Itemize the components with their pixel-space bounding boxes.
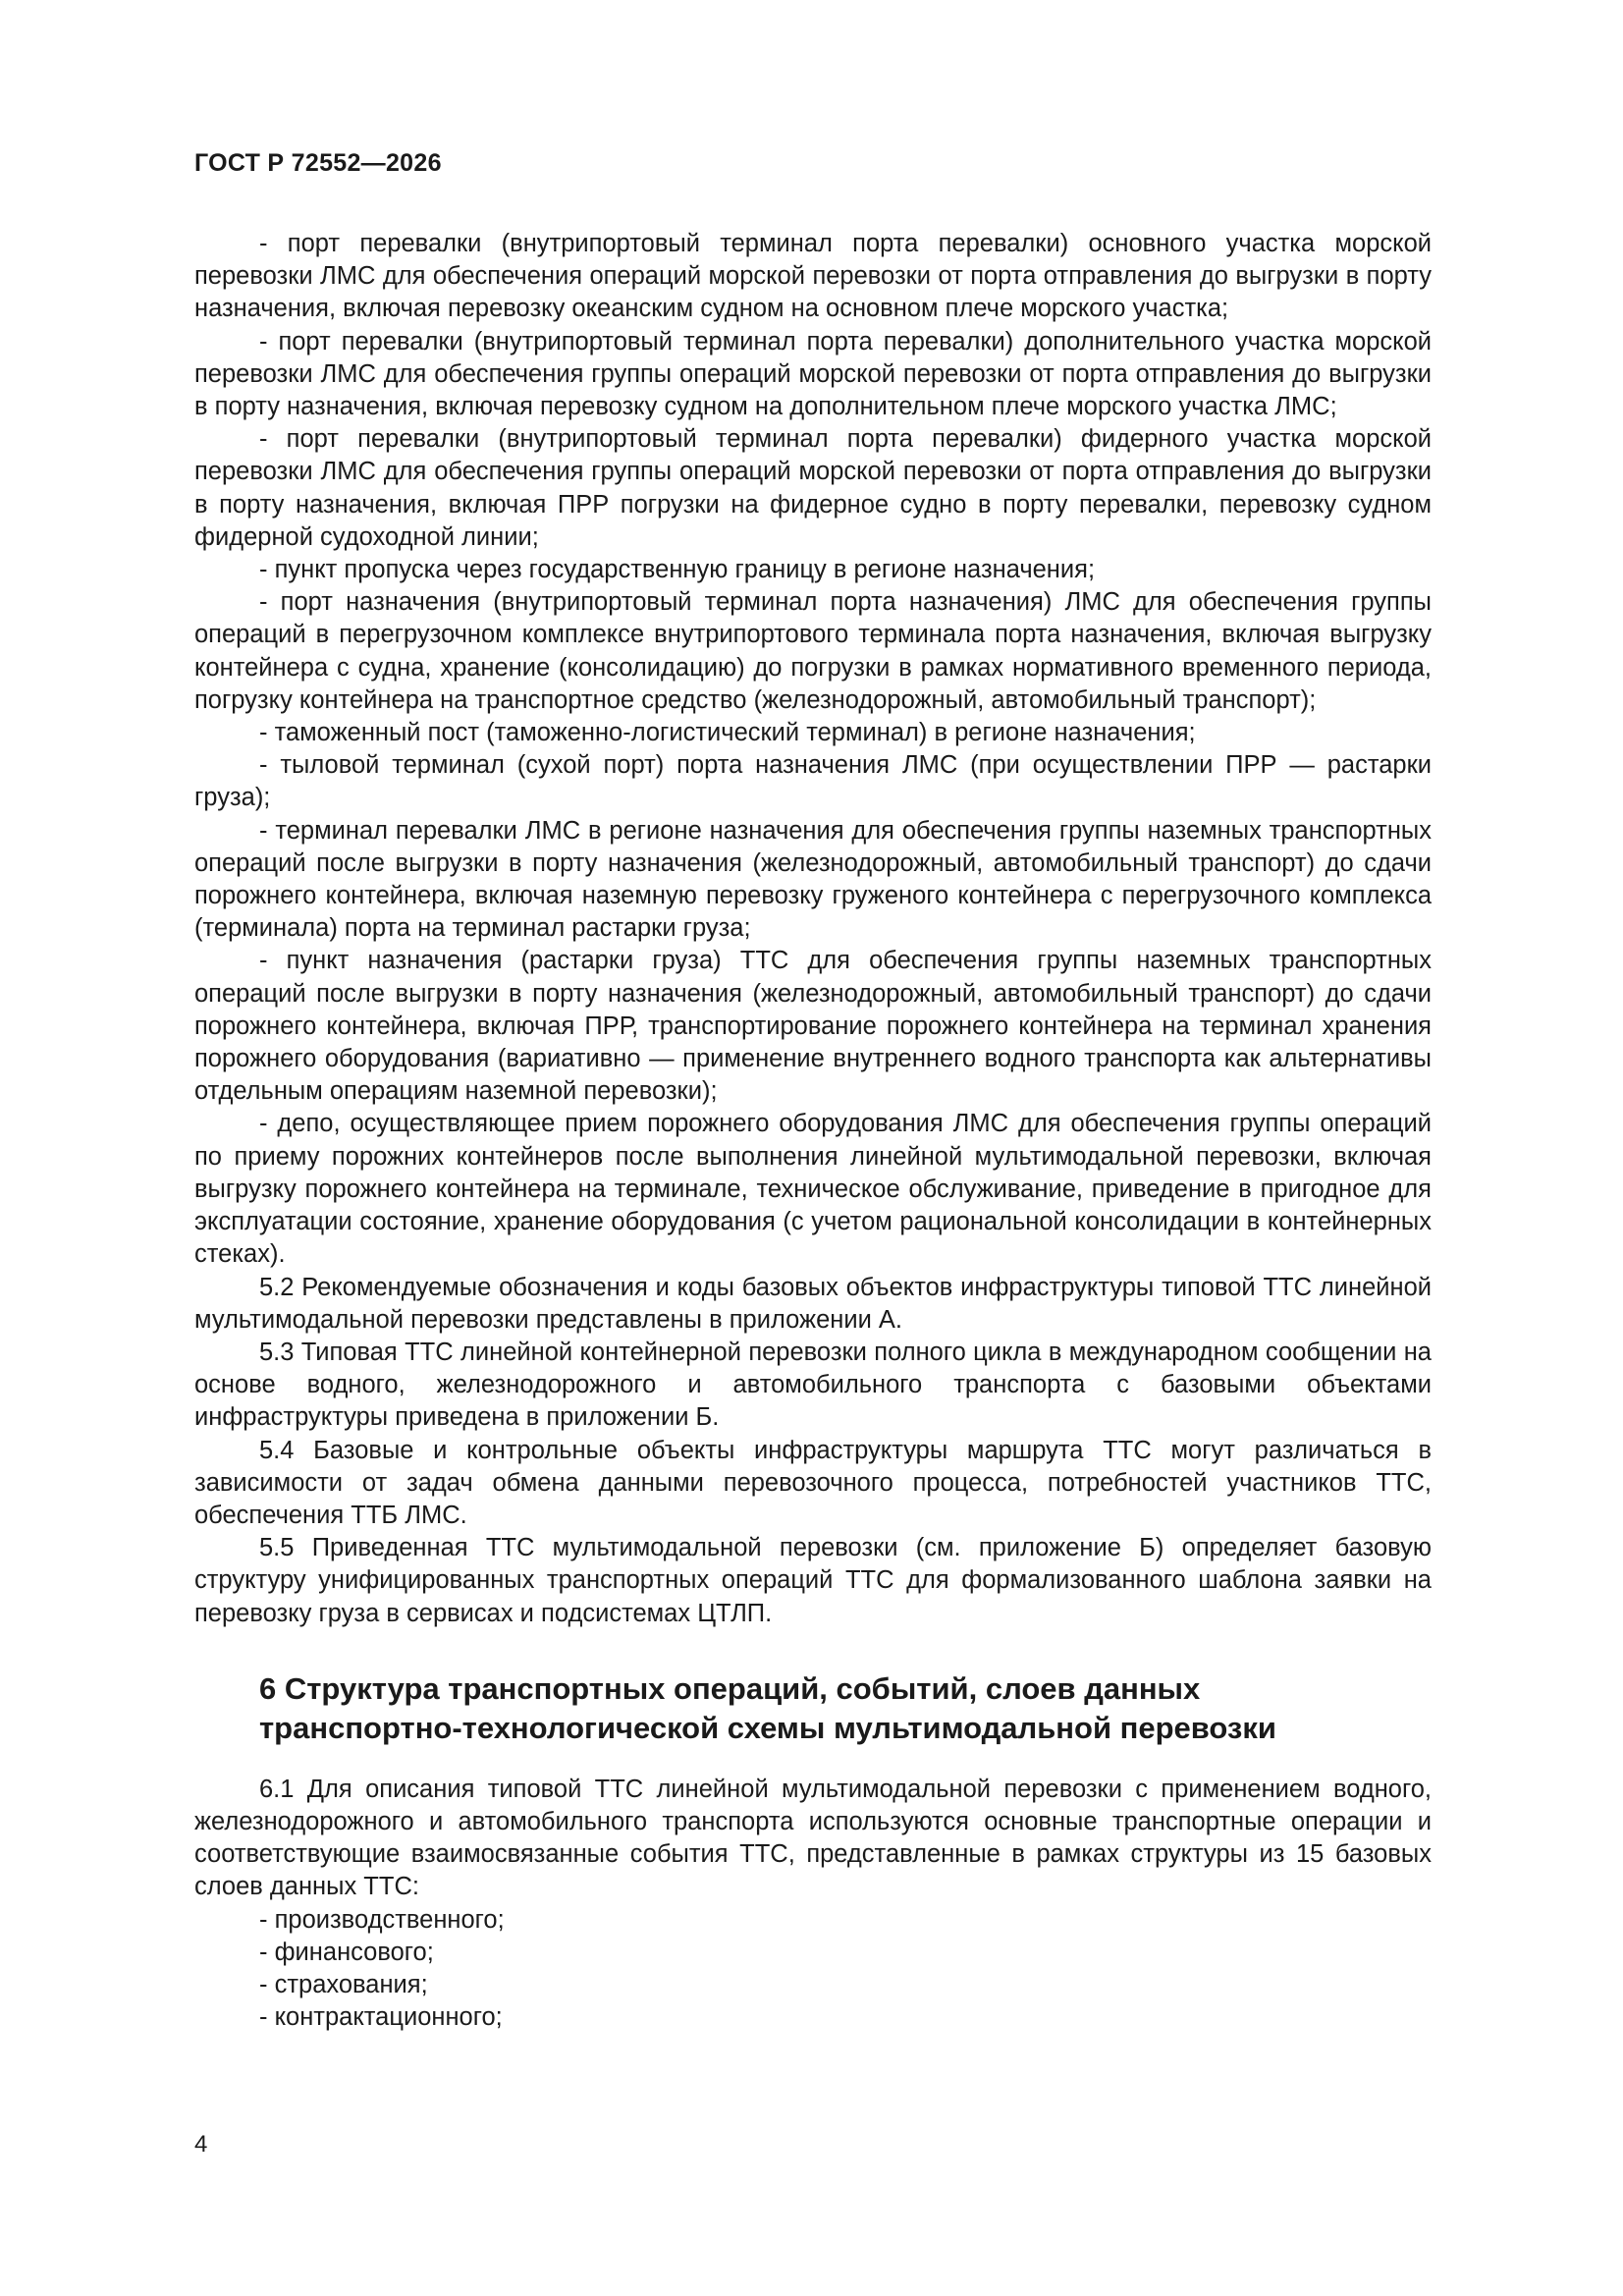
section-6-intro: 6.1 Для описания типовой ТТС линейной мультимодальной перевозки с применением водного, железнодорожного и автомобильного транспорта используются основные транспортные операции и соответствующие взаимосвязанные события ТТС, представленные в рамках структуры из 15 базовых слоев данных ТТС: (194, 1775, 1432, 1901)
paragraph: 5.2 Рекомендуемые обозначения и коды базовых объектов инфраструктуры типовой ТТС линейной мультимодальной перевозки представлены в приложении А. (194, 1273, 1432, 1334)
page-number: 4 (194, 2131, 208, 2158)
document-header-id: ГОСТ Р 72552—2026 (194, 149, 442, 177)
paragraph: - порт назначения (внутрипортовый терминал порта назначения) ЛМС для обеспечения группы операций в перегрузочном комплексе внутрипортового терминала порта назначения, включая выгрузку контейнера с судна, хранение (консолидацию) до погрузки в рамках нормативного временного периода, погрузку контейнера на транспортное средство (железнодорожный, автомобильный транспорт); (194, 588, 1432, 714)
paragraph: - пункт пропуска через государственную границу в регионе назначения; (259, 556, 1096, 584)
paragraph: 5.3 Типовая ТТС линейной контейнерной перевозки полного цикла в международном сообщении на основе водного, железнодорожного и автомобильного транспорта с базовыми объектами инфраструктуры приведена в приложении Б. (194, 1338, 1432, 1432)
paragraph: - таможенный пост (таможенно-логистический терминал) в регионе назначения; (259, 719, 1196, 747)
paragraph: 5.4 Базовые и контрольные объекты инфраструктуры маршрута ТТС могут различаться в зависимости от задач обмена данными перевозочного процесса, потребностей участников ТТС, обеспечения ТТБ ЛМС. (194, 1436, 1432, 1529)
document-body (194, 228, 1432, 2034)
paragraph: - тыловой терминал (сухой порт) порта назначения ЛМС (при осуществлении ПРР — растарки груза); (194, 751, 1432, 812)
list-item: - контрактационного; (259, 2003, 503, 2032)
list-item: - финансового; (259, 1938, 434, 1966)
paragraph: - порт перевалки (внутрипортовый терминал порта перевалки) основного участка морской перевозки ЛМС для обеспечения операций морской перевозки от порта отправления до выгрузки в порту назначения, включая перевозку океанским судном на основном плече морского участка; (194, 230, 1432, 323)
paragraph: - пункт назначения (растарки груза) ТТС для обеспечения группы наземных транспортных операций после выгрузки в порту назначения (железнодорожный, автомобильный транспорт) до сдачи порожнего контейнера, включая ПРР, транспортирование порожнего контейнера на терминал хранения порожнего оборудования (вариативно — применение внутреннего водного транспорта как альтернативы отдельным операциям наземной перевозки); (194, 947, 1432, 1106)
paragraph: - порт перевалки (внутрипортовый терминал порта перевалки) дополнительного участка морской перевозки ЛМС для обеспечения группы операций морской перевозки от порта отправления до выгрузки в порту назначения, включая перевозку судном на дополнительном плече морского участка ЛМС; (194, 327, 1432, 421)
paragraph: - терминал перевалки ЛМС в регионе назначения для обеспечения группы наземных транспортных операций после выгрузки в порту назначения (железнодорожный, автомобильный транспорт) до сдачи порожнего контейнера, включая наземную перевозку груженого контейнера с перегрузочного комплекса (терминала) порта на терминал растарки груза; (194, 816, 1432, 943)
paragraph: 5.5 Приведенная ТТС мультимодальной перевозки (см. приложение Б) определяет базовую структуру унифицированных транспортных операций ТТС для формализованного шаблона заявки на перевозку груза в сервисах и подсистемах ЦТЛП. (194, 1534, 1432, 1627)
paragraph: - порт перевалки (внутрипортовый терминал порта перевалки) фидерного участка морской перевозки ЛМС для обеспечения группы операций морской перевозки от порта отправления до выгрузки в порту назначения, включая ПРР погрузки на фидерное судно в порту перевалки, перевозку судном фидерной судоходной линии; (194, 425, 1432, 551)
data-layer-list (194, 1904, 1432, 2035)
section-6-heading-line-2: транспортно-технологической схемы мультимодальной перевозки (259, 1710, 1276, 1745)
list-item: - производственного; (259, 1905, 505, 1934)
list-item: - страхования; (259, 1970, 428, 1998)
paragraph: - депо, осуществляющее прием порожнего оборудования ЛМС для обеспечения группы операций по приему порожних контейнеров после выполнения линейной мультимодальной перевозки, включая выгрузку порожнего контейнера на терминале, техническое обслуживание, приведение в пригодное для эксплуатации состояние, хранение оборудования (с учетом рациональной консолидации в контейнерных стеках). (194, 1110, 1432, 1269)
section-6-heading-line-1: 6 Структура транспортных операций, событий, слоев данных (259, 1670, 1201, 1706)
section-6-heading (259, 1669, 1432, 1748)
